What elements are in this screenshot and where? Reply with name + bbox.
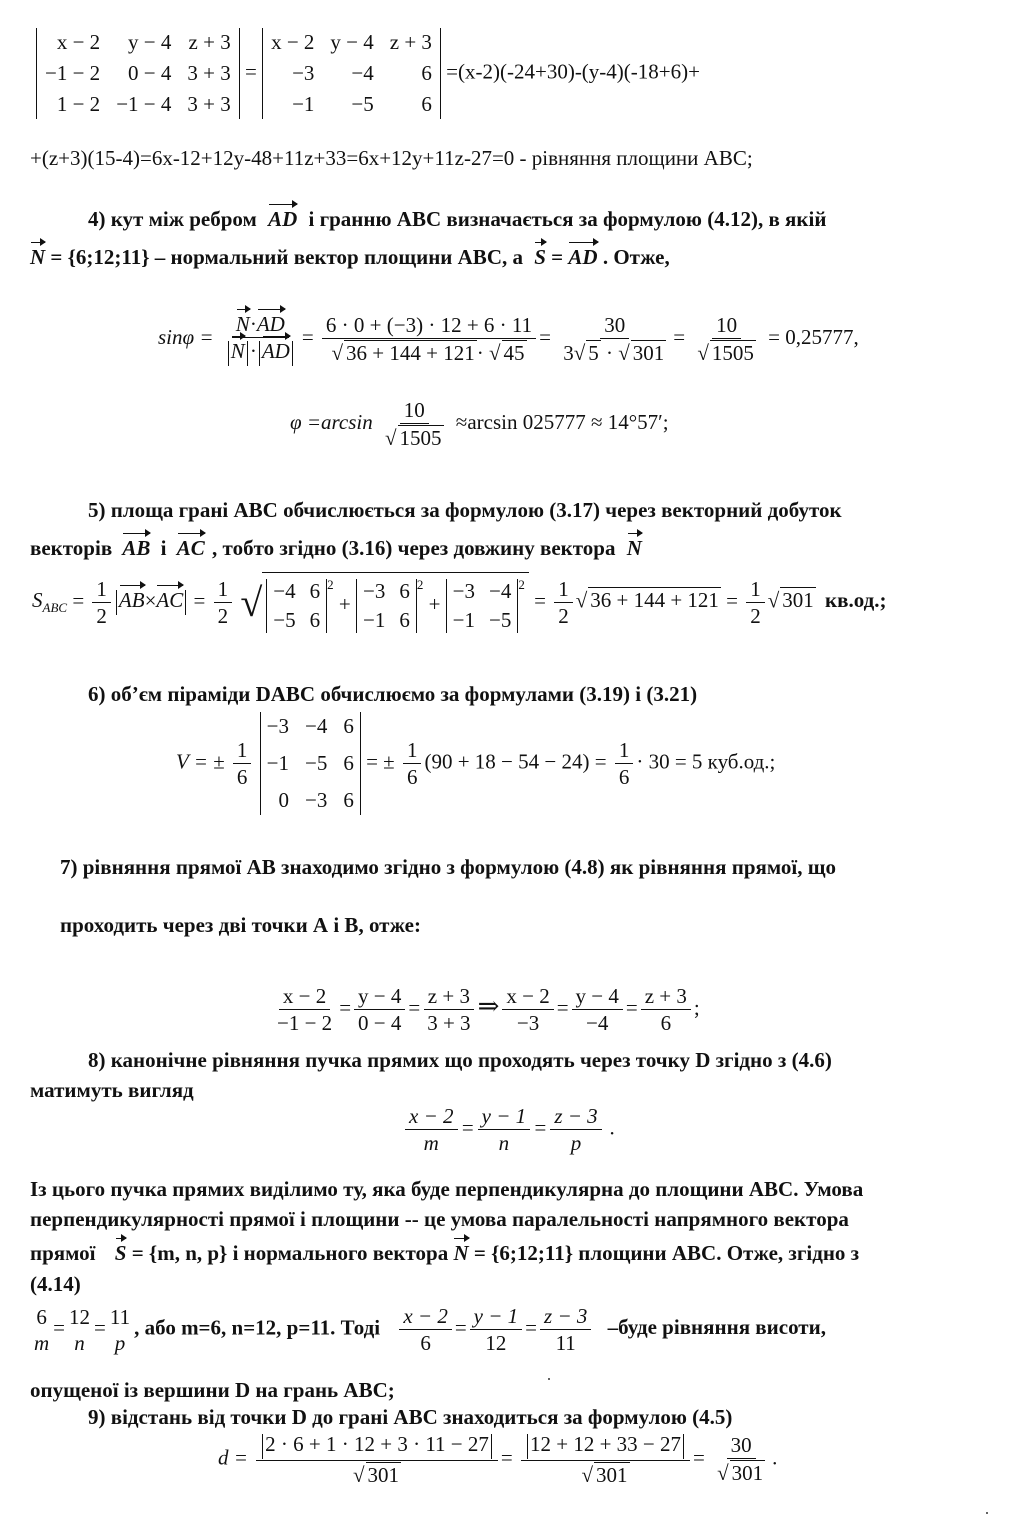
square: 2 <box>416 577 424 592</box>
numerator: 1 <box>403 738 422 764</box>
sqrt-arg: 301 <box>782 588 814 613</box>
denominator: 6 <box>618 765 630 789</box>
det-cell: 6 <box>421 92 432 116</box>
fraction <box>423 984 474 1035</box>
numerator: x − 2 <box>399 1304 452 1330</box>
sqrt-arg: 5 <box>588 340 599 365</box>
fraction <box>478 1104 531 1155</box>
det-cell: −4 <box>273 579 296 604</box>
det-cell: 6 <box>309 579 321 604</box>
denominator: 6 <box>406 765 418 789</box>
section-7-line-1: 7) рівняння прямої АВ знаходимо згідно з формулою (4.8) як рівняння прямої, що <box>60 855 836 879</box>
fraction <box>502 984 553 1035</box>
vector-ac: AC <box>176 536 205 560</box>
scan-speck <box>548 1378 550 1380</box>
det-cell: z + 3 <box>389 30 432 54</box>
det-cell: −5 <box>351 92 374 116</box>
section-6-title: 6) об’єм піраміди DABC обчислюємо за формулами (3.19) і (3.21) <box>88 682 698 706</box>
numerator: z − 3 <box>540 1304 591 1330</box>
denominator: n <box>74 1330 85 1355</box>
text: . Отже, <box>602 245 670 269</box>
dot: · <box>249 312 257 336</box>
section-5-line-2 <box>30 536 642 561</box>
det-cell: 6 <box>399 579 410 604</box>
minor-3 <box>446 579 519 633</box>
volume-determinant <box>260 712 361 815</box>
numerator: 12 <box>69 1304 91 1329</box>
numerator: 1 <box>554 577 573 603</box>
numerator: y − 1 <box>470 1304 523 1330</box>
minor-2 <box>356 579 417 633</box>
one-sixth <box>403 738 422 789</box>
section-9-line-1: 9) відстань від точки D до грані АВС знаходиться за формулою (4.5) <box>88 1405 733 1429</box>
sqrt-arg: 36 + 144 + 121 <box>346 340 475 365</box>
numerator: y − 1 <box>478 1104 531 1130</box>
text: = {m, n, p} і нормального вектора <box>131 1241 449 1265</box>
section-4-line-2 <box>30 245 670 270</box>
det-cell: −4 <box>351 61 374 85</box>
denominator: −4 <box>586 1011 609 1036</box>
vector-s: S <box>114 1241 127 1265</box>
dot: · <box>476 340 489 365</box>
equals-sign: = <box>551 245 564 269</box>
det-cell: −3 <box>266 714 289 738</box>
det-cell: −1 <box>452 608 476 633</box>
sin-label: sinφ = <box>158 324 214 349</box>
perpendicular-condition: 6 m = 12 n = 11 p , або m=6, n=12, p=11. Тоді $\frac{x - 2}{6}$ = $\frac{y - 1}{12}$ = $\frac{z - 3}{11}$ –буде рівняння висоти, <box>30 1304 826 1355</box>
fraction <box>540 1304 591 1355</box>
square: 2 <box>518 577 525 592</box>
sqrt-arg: 301 <box>731 1461 764 1486</box>
fraction <box>405 1104 458 1155</box>
vector-ab: AB <box>122 536 151 560</box>
det-cell: −5 <box>489 608 512 633</box>
section-4-line-1 <box>88 207 826 232</box>
section-7-line-2: проходить через дві точки А і В, отже: <box>60 913 421 937</box>
text: прямої <box>30 1241 96 1265</box>
one-sixth <box>615 738 634 789</box>
half <box>554 577 573 628</box>
det-cell: −1 <box>266 751 289 775</box>
det-cell: −4 <box>489 579 512 604</box>
det-cell: −5 <box>273 608 296 633</box>
det-cell: z + 3 <box>188 30 231 54</box>
denominator: 12 <box>485 1331 507 1356</box>
bundle-equation: $\frac{x - 2}{m}$ = $\frac{y - 1}{n}$ = $\frac{z - 3}{p}$ . <box>402 1104 615 1155</box>
fraction-30: $\frac{30}{3√ 5 \cdot √ 301}$ <box>563 312 665 365</box>
implies-arrow: ⇒ <box>477 991 500 1021</box>
denominator: 2 <box>96 604 107 629</box>
fraction <box>354 984 405 1035</box>
expansion: (90 + 18 − 54 − 24) = <box>424 749 607 774</box>
phi-formula <box>290 398 669 450</box>
det-cell: 6 <box>343 788 354 812</box>
fraction <box>572 984 623 1035</box>
det-cell: −1 <box>362 608 386 633</box>
plane-equation-result: +(z+3)(15-4)=6x-12+12y-48+11z+33=6x+12y+11z-27=0 - рівняння площини АВС; <box>30 146 753 170</box>
denominator: 6 <box>660 1011 672 1036</box>
text: векторів <box>30 536 113 560</box>
vector-ad: AD <box>261 339 290 364</box>
volume-result: · 30 = 5 куб.од.; <box>636 749 776 774</box>
area-symbol: S <box>32 588 43 613</box>
section-8-line-5 <box>30 1241 859 1266</box>
det-cell: y − 4 <box>330 30 374 54</box>
fraction: $\frac{12 + 12 + 33 - 27}{√ 301}$ <box>521 1432 690 1487</box>
det-cell: −3 <box>305 788 328 812</box>
denominator: 2 <box>558 604 569 629</box>
plus: + <box>338 592 351 616</box>
det-cell: 3 + 3 <box>187 61 231 85</box>
numerator: z + 3 <box>641 984 691 1010</box>
area-formula: $S_{ABC}$ = $\frac{1}{2}$ AB×AC = $\frac{1}{2}$ √ −4 6 −5 6 $^2$ + −3 6 −1 6 $^2$ + −3 −4 −1 −5 $^2$ = $\frac{1}{2}$ √ 36 + 144 + 121 = $\frac{1}{2}$ √ 301 кв.од.; <box>32 572 887 633</box>
det-cell: 6 <box>421 61 432 85</box>
result: = 0,25777, <box>768 324 859 349</box>
numerator: 1 <box>615 738 634 764</box>
determinant-simplified <box>262 28 441 119</box>
minor-1 <box>266 579 327 633</box>
phi-label: φ =arcsin <box>290 409 373 434</box>
numerator: 1 <box>746 577 765 603</box>
fraction: $\frac{2 \cdot 6 + 1 \cdot 12 + 3 \cdot 11 - 27}{√ 301}$ <box>256 1432 498 1487</box>
text: , тобто згідно (3.16) через довжину вектора <box>212 536 616 560</box>
sin-formula: sinφ = $\frac{N\cdot AD}{N \cdot AD}$ = $\frac{6 \cdot 0 + (-3) \cdot 12 + 6 \cdot 11}{√ 36 + 144 + 121\cdot √ 45}$ = $\frac{30}{3√ 5 \cdot √ 301}$ = $\frac{10}{√ 1505}$ = 0,25777, <box>158 312 859 365</box>
denominator: 0 − 4 <box>358 1011 402 1036</box>
plane-equation-row <box>36 28 700 119</box>
vector-ad: AD <box>268 207 298 231</box>
section-8-line-2: матимуть вигляд <box>30 1078 194 1102</box>
numerator: y − 4 <box>354 984 405 1010</box>
expansion-text: =(x-2)(-24+30)-(y-4)(-18+6)+ <box>446 59 700 84</box>
numerator: 10 <box>400 398 429 424</box>
text: = {6;12;11} площини АВС. Отже, згідно з <box>473 1241 860 1265</box>
section-8-line-4: перпендикулярності прямої і площини -- це умова паралельності напрямного вектора <box>30 1207 849 1231</box>
text: = {6;12;11} – нормальний вектор площини АВС, а <box>50 245 523 269</box>
det-cell: x − 2 <box>271 30 315 54</box>
determinant-original <box>36 28 240 119</box>
section-5-line-1: 5) площа грані АВС обчислюється за формулою (3.17) через векторний добуток <box>88 498 842 522</box>
result: ≈arcsin 025777 ≈ 14°57′; <box>455 409 669 434</box>
volume-formula <box>176 712 775 815</box>
numerator: x − 2 <box>279 984 330 1010</box>
vector-ad: AD <box>256 312 285 336</box>
sqrt-arg: 301 <box>367 1462 400 1487</box>
det-cell: 0 <box>278 788 289 812</box>
section-8-line-1: 8) канонічне рівняння пучка прямих що проходять через точку D згідно з (4.6) <box>88 1048 832 1072</box>
denominator: m <box>34 1330 50 1355</box>
section-8-line-8: опущеної із вершини D на грань АВС; <box>30 1378 395 1402</box>
det-cell: y − 4 <box>128 30 172 54</box>
sqrt-arg: 301 <box>596 1462 628 1487</box>
fraction <box>399 1304 452 1355</box>
det-cell: 6 <box>309 608 321 633</box>
det-cell: 6 <box>343 751 354 775</box>
denominator: 6 <box>236 765 248 789</box>
text: і <box>160 536 167 560</box>
text: –буде рівняння висоти, <box>607 1315 826 1340</box>
numerator: 30 <box>727 1433 756 1459</box>
cross: × <box>144 588 157 613</box>
semicolon: ; <box>693 995 700 1020</box>
one-sixth <box>233 738 252 789</box>
half <box>746 577 765 628</box>
plus-minus: = ± <box>366 749 395 774</box>
numerator: x − 2 <box>502 984 553 1010</box>
fraction <box>550 1104 601 1155</box>
det-cell: 6 <box>343 714 354 738</box>
line-ab-equation: $\frac{x - 2}{-1 - 2}$ = $\frac{y - 4}{0 - 4}$ = $\frac{z + 3}{3 + 3}$ ⇒ $\frac{x - 2}{-3}$ = $\frac{y - 4}{-4}$ = $\frac{z + 3}{6}$ ; <box>270 984 700 1035</box>
coef: 3 <box>563 340 574 365</box>
fraction <box>273 984 336 1035</box>
section-8-line-3: Із цього пучка прямих виділимо ту, яка буде перпендикулярна до площини АВС. Умова <box>30 1177 864 1201</box>
fraction <box>106 1305 134 1355</box>
numerator: 1 <box>233 738 252 764</box>
denominator: 2 <box>217 604 229 629</box>
volume-label: V = ± <box>176 749 225 774</box>
numerator: z − 3 <box>550 1104 601 1130</box>
det-cell: −5 <box>305 751 328 775</box>
sqrt-arg: 36 + 144 + 121 <box>590 588 719 613</box>
denominator: n <box>498 1131 510 1156</box>
vector-s: S <box>534 245 546 269</box>
det-cell: −3 <box>452 579 476 604</box>
text: і гранню АВС визначається за формулою (4.12), в якій <box>308 207 827 231</box>
det-cell: 0 − 4 <box>128 61 172 85</box>
denominator: m <box>423 1131 439 1156</box>
numerator: 1 <box>92 577 111 603</box>
fraction: $\frac{30}{√ 301}$ <box>717 1433 764 1486</box>
det-cell: −4 <box>305 714 328 738</box>
vector-ac: AC <box>156 588 184 613</box>
numerator: 6 <box>36 1304 47 1329</box>
fraction-vector: $\frac{N\cdot AD}{N \cdot AD}$ <box>222 312 299 366</box>
sqrt-arg: 1505 <box>399 426 442 451</box>
denominator: 11 <box>555 1331 576 1356</box>
dot: · <box>600 340 619 365</box>
half <box>92 577 111 628</box>
numerator: 11 <box>109 1304 131 1329</box>
numerator: 6 · 0 + (−3) · 12 + 6 · 11 <box>322 313 536 339</box>
numerator: z + 3 <box>424 984 474 1010</box>
fraction <box>30 1305 53 1355</box>
period: . <box>772 1445 778 1470</box>
plus: + <box>428 592 441 616</box>
text: 4) кут між ребром <box>88 207 257 231</box>
denominator: −3 <box>516 1011 540 1036</box>
section-8-line-6: (4.14) <box>30 1272 81 1296</box>
det-cell: x − 2 <box>56 30 101 54</box>
det-cell: −1 − 4 <box>116 92 172 116</box>
area-subscript: ABC <box>42 600 68 616</box>
denominator: 2 <box>750 604 761 629</box>
denominator: 3 + 3 <box>427 1011 471 1036</box>
fraction <box>65 1305 94 1355</box>
fraction-phi: $\frac{10}{√ 1505}$ <box>385 398 442 451</box>
text: , або m=6, n=12, p=11. Тоді <box>134 1315 381 1340</box>
numerator: 10 <box>712 313 741 339</box>
det-cell: −3 <box>362 579 386 604</box>
numerator: 12 + 12 + 33 − 27 <box>530 1432 682 1456</box>
numerator: 2 · 6 + 1 · 12 + 3 · 11 − 27 <box>265 1432 489 1456</box>
numerator: y − 4 <box>572 984 623 1010</box>
equals-sign: = <box>244 59 263 84</box>
denominator: p <box>114 1330 126 1355</box>
unit: кв.од.; <box>825 588 887 613</box>
denominator: −1 − 2 <box>277 1011 333 1036</box>
fraction <box>641 984 691 1035</box>
vector-ab: AB <box>118 588 145 613</box>
square: 2 <box>327 577 334 592</box>
vector-n: N <box>453 1241 469 1265</box>
vector-n: N <box>235 312 250 336</box>
det-cell: −3 <box>292 61 315 85</box>
det-cell: 1 − 2 <box>56 92 101 116</box>
vector-n: N <box>230 339 245 364</box>
sqrt-arg: 1505 <box>711 340 754 365</box>
sqrt-arg: 45 <box>503 340 525 365</box>
fraction-numeric: $\frac{6 \cdot 0 + (-3) \cdot 12 + 6 \cdot 11}{√ 36 + 144 + 121\cdot √ 45}$ <box>322 313 536 365</box>
det-cell: −1 <box>292 92 315 116</box>
det-cell: −1 − 2 <box>45 61 101 85</box>
det-cell: 3 + 3 <box>187 92 231 116</box>
numerator: 1 <box>214 577 233 603</box>
numerator: x − 2 <box>405 1104 458 1130</box>
vector-ad: AD <box>568 245 598 269</box>
distance-label: d = <box>218 1445 248 1470</box>
scan-speck <box>986 1512 988 1514</box>
fraction <box>470 1304 523 1355</box>
sqrt-arg: 301 <box>632 340 665 365</box>
half <box>214 577 233 628</box>
denominator: 6 <box>420 1331 431 1356</box>
distance-formula: d = $\frac{2 \cdot 6 + 1 \cdot 12 + 3 \cdot 11 - 27}{√ 301}$ = $\frac{12 + 12 + 33 - 27}{√ 301}$ = $\frac{30}{√ 301}$ . <box>218 1432 778 1487</box>
denominator: p <box>570 1131 582 1156</box>
vector-n: N <box>30 245 46 269</box>
fraction-10: $\frac{10}{√ 1505}$ <box>697 312 754 365</box>
numerator: 30 <box>600 313 629 339</box>
vector-n: N <box>626 536 642 560</box>
det-cell: 6 <box>399 608 410 633</box>
